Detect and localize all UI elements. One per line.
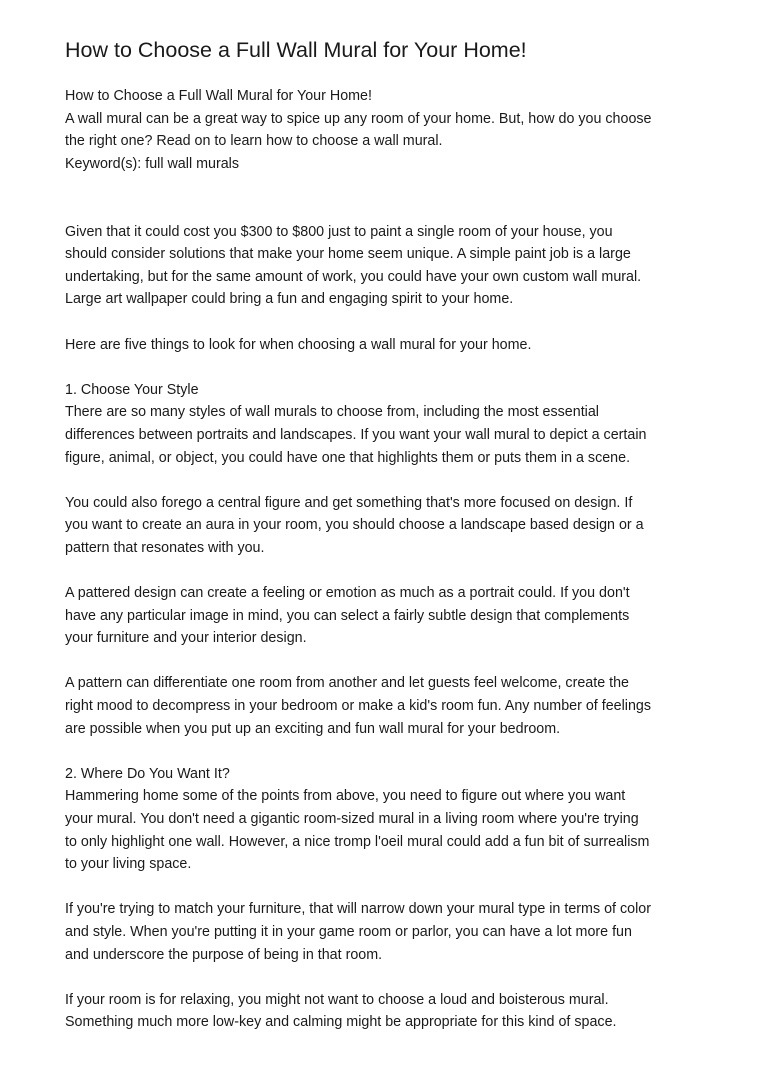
paragraph-line: Something much more low-key and calming might be appropriate for this kind of space. xyxy=(65,1014,617,1031)
intro-summary-line: the right one? Read on to learn how to choose a wall mural. xyxy=(65,133,443,150)
paragraph-line: Hammering home some of the points from above, you need to figure out where you want xyxy=(65,788,626,805)
paragraph-line: have any particular image in mind, you can select a fairly subtle design that complements xyxy=(65,607,630,624)
paragraph-line: Given that it could cost you $300 to $800 just to paint a single room of your house, you xyxy=(65,223,613,240)
paragraph-line: You could also forego a central figure and get something that's more focused on design. If xyxy=(65,494,633,511)
paragraph-line: should consider solutions that make your home seem unique. A simple paint job is a large xyxy=(65,246,631,263)
paragraph-line: A pattern can differentiate one room from another and let guests feel welcome, create the xyxy=(65,675,630,692)
paragraph-line: If you're trying to match your furniture, that will narrow down your mural type in terms of color xyxy=(65,901,651,918)
paragraph-line: right mood to decompress in your bedroom or make a kid's room fun. Any number of feelings xyxy=(65,698,652,715)
paragraph-line: you want to create an aura in your room, you should choose a landscape based design or a xyxy=(65,517,644,534)
paragraph-line: and style. When you're putting it in your game room or parlor, you can have a lot more fun xyxy=(65,923,632,940)
paragraph-line: differences between portraits and landscapes. If you want your wall mural to depict a certain xyxy=(65,426,647,443)
paragraph-line: to only highlight one wall. However, a nice tromp l'oeil mural could add a fun bit of surrealism xyxy=(65,833,650,850)
intro-title: How to Choose a Full Wall Mural for Your Home! xyxy=(65,88,372,104)
paragraph-line: Large art wallpaper could bring a fun and engaging spirit to your home. xyxy=(65,291,514,308)
paragraph-line: your furniture and your interior design. xyxy=(65,630,307,647)
paragraph-line: Here are five things to look for when choosing a wall mural for your home. xyxy=(65,336,532,353)
paragraph-line: pattern that resonates with you. xyxy=(65,539,265,556)
paragraph-line: There are so many styles of wall murals to choose from, including the most essential xyxy=(65,404,599,421)
intro-summary-line: A wall mural can be a great way to spice up any room of your home. But, how do you choose xyxy=(65,110,652,127)
paragraph-line: If your room is for relaxing, you might not want to choose a loud and boisterous mural. xyxy=(65,991,609,1008)
paragraph-line: are possible when you put up an exciting and fun wall mural for your bedroom. xyxy=(65,720,561,737)
paragraph-line: undertaking, but for the same amount of work, you could have your own custom wall mural. xyxy=(65,268,642,285)
paragraph-line: your mural. You don't need a gigantic room-sized mural in a living room where you're trying xyxy=(65,811,639,827)
paragraph-line: figure, animal, or object, you could have one that highlights them or puts them in a scene. xyxy=(65,449,631,466)
section-heading: 1. Choose Your Style xyxy=(65,381,199,398)
document-body xyxy=(65,85,715,1034)
keywords-line: Keyword(s): full wall murals xyxy=(65,155,239,172)
paragraph-line: to your living space. xyxy=(65,856,192,873)
page-title: How to Choose a Full Wall Mural for Your Home! xyxy=(65,38,527,62)
paragraph-line: and underscore the purpose of being in that room. xyxy=(65,946,383,963)
paragraph-line: A pattered design can create a feeling or emotion as much as a portrait could. If you don't xyxy=(65,585,630,602)
section-heading: 2. Where Do You Want It? xyxy=(65,765,230,782)
